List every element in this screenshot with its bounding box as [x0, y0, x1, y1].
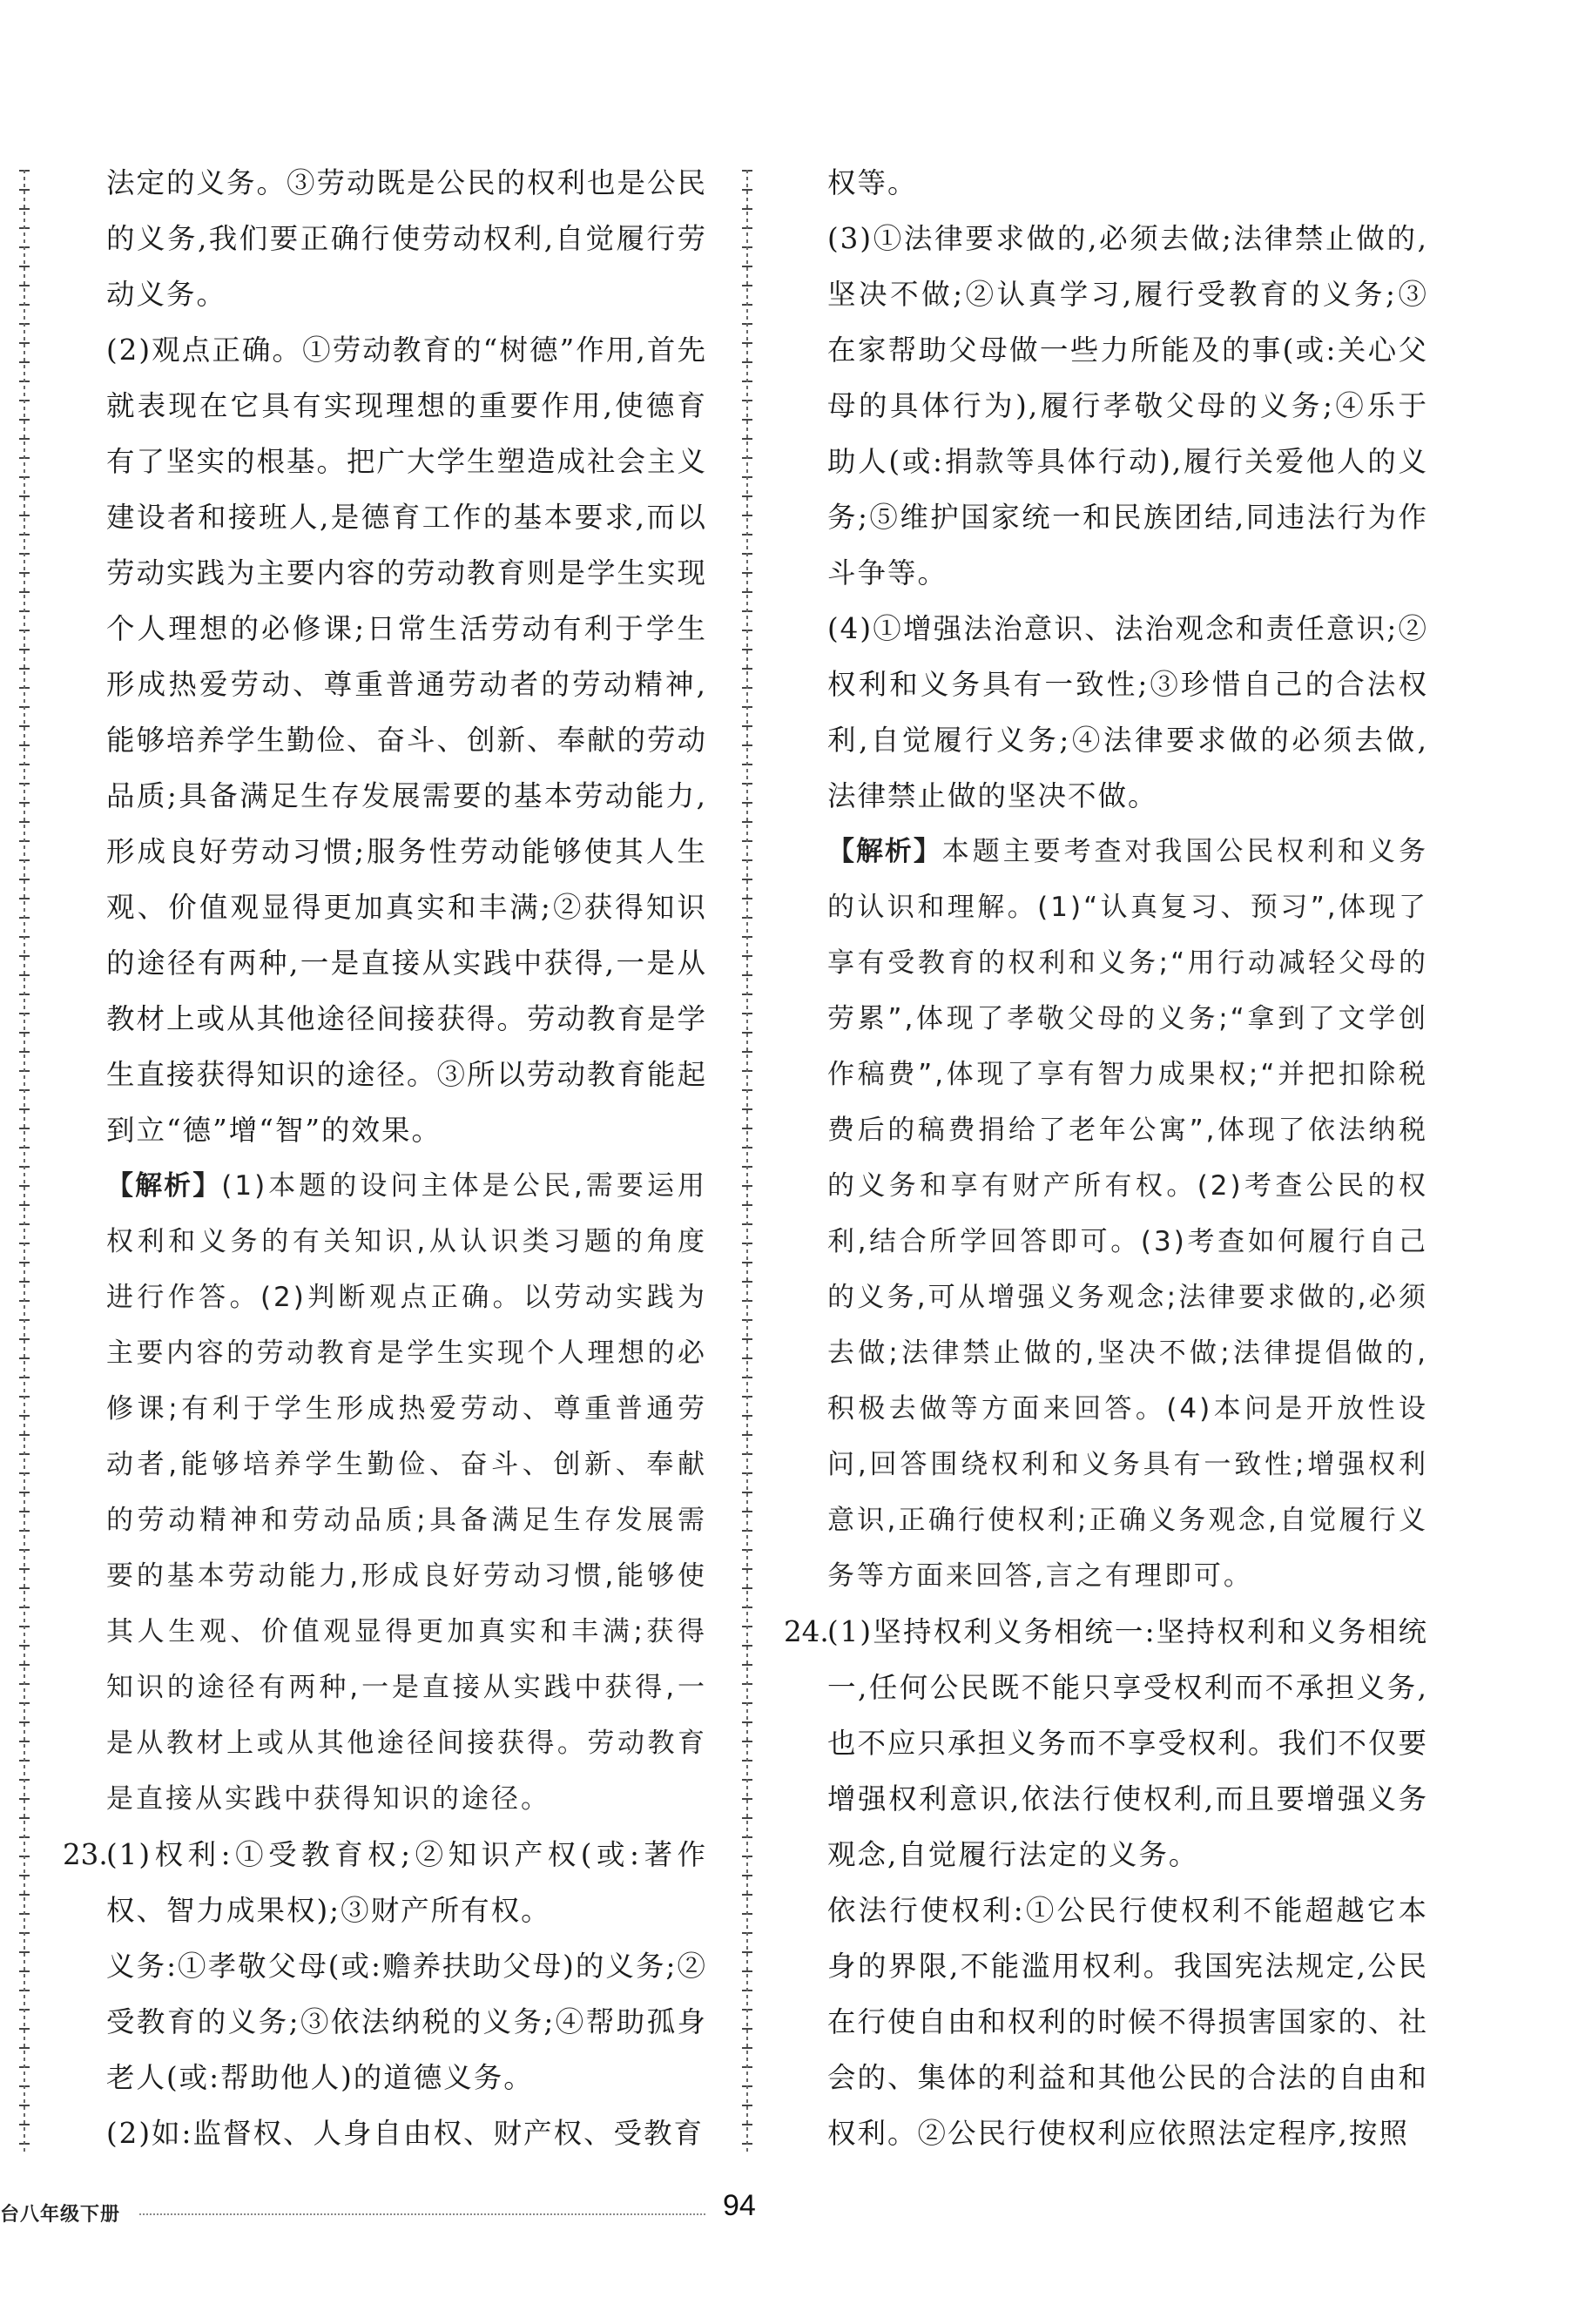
column-divider — [742, 170, 752, 2155]
left-paragraph-last — [106, 2105, 707, 2161]
right-paragraph-2-text: (3)①法律要求做的,必须去做;法律禁止做的,坚决不做;②认真学习,履行受教育的义务;③在家帮助父母做一些力所能及的事(或:关心父母的具体行为),履行孝敬父母的义务;④乐于助人(或:捐款等具体行动),履行关爱他人的义务;⑤维护国家统一和民族团结,同违法行为作斗争等。 — [827, 222, 1428, 589]
right-last-text: 依法行使权利:①公民行使权利不能超越它本身的界限,不能滥用权利。我国宪法规定,公民在行使自由和权利的时候不得损害国家的、社会的、集体的利益和其他公民的合法的自由和权利。②公民行使权利应依照法定程序,按照 — [827, 1894, 1429, 2150]
page-footer — [0, 2189, 1585, 2245]
right-paragraph-1-text: 权等。 — [827, 166, 918, 199]
right-column — [784, 155, 1429, 2161]
left-analysis — [106, 1158, 707, 1827]
right-paragraph-1 — [827, 155, 1428, 211]
question-number-24: 24. — [784, 1615, 829, 1648]
question-23-text: (1)权利:①受教育权;②知识产权(或:著作权、智力成果权);③财产所有权。 — [106, 1838, 707, 1927]
left-paragraph-2 — [106, 322, 707, 1158]
right-paragraph-3 — [827, 601, 1428, 824]
right-paragraph-last — [827, 1883, 1428, 2161]
footer-dotted-line — [139, 2213, 705, 2215]
right-analysis — [827, 824, 1428, 1604]
right-paragraph-3-text: (4)①增强法治意识、法治观念和责任意识;②权利和义务具有一致性;③珍惜自己的合法权利,自觉履行义务;④法律要求做的必须去做,法律禁止做的坚决不做。 — [827, 612, 1428, 812]
question-23 — [63, 1827, 707, 1938]
question-number-23: 23. — [63, 1838, 108, 1871]
page-number: 94 — [723, 2189, 756, 2222]
analysis-tag: 【解析】 — [827, 836, 942, 867]
left-paragraph-1 — [106, 155, 707, 322]
left-last-text: (2)如:监督权、人身自由权、财产权、受教育 — [106, 2117, 704, 2150]
question-24 — [784, 1604, 1429, 1883]
analysis-tag: 【解析】 — [106, 1170, 222, 1202]
left-paragraph-duties — [106, 1938, 707, 2105]
right-analysis-text: 本题主要考查对我国公民权利和义务的认识和理解。(1)“认真复习、预习”,体现了享有受教育的权利和义务;“用行动减轻父母的劳累”,体现了孝敬父母的义务;“拿到了文学创作稿费”,体现了享有智力成果权;“并把扣除税费后的稿费捐给了老年公寓”,体现了依法纳税的义务和享有财产所有权。(2)考查公民的权利,结合所学回答即可。(3)考查如何履行自己的义务,可从增强义务观念;法律要求做的,必须去做;法律禁止做的,坚决不做;法律提倡做的,积极去做等方面来回答。(4)本问是开放性设问,回答围绕权利和义务具有一致性;增强权利意识,正确行使权利;正确义务观念,自觉履行义务等方面来回答,言之有理即可。 — [827, 836, 1429, 1592]
left-column — [63, 155, 708, 2161]
question-24-text: (1)坚持权利义务相统一:坚持权利和义务相统一,任何公民既不能只享受权利而不承担义务,也不应只承担义务而不享受权利。我们不仅要增强权利意识,依法行使权利,而且要增强义务观念,自觉履行法定的义务。 — [827, 1615, 1429, 1871]
binding-cut-line — [19, 170, 30, 2155]
right-paragraph-2 — [827, 211, 1428, 601]
book-label: 台八年级下册 — [0, 2204, 121, 2226]
left-analysis-text: (1)本题的设问主体是公民,需要运用权利和义务的有关知识,从认识类习题的角度进行作答。(2)判断观点正确。以劳动实践为主要内容的劳动教育是学生实现个人理想的必修课;有利于学生形成热爱劳动、尊重普通劳动者,能够培养学生勤俭、奋斗、创新、奉献的劳动精神和劳动品质;具备满足生存发展需要的基本劳动能力,形成良好劳动习惯,能够使其人生观、价值观显得更加真实和丰满;获得知识的途径有两种,一是直接从实践中获得,一是从教材上或从其他途径间接获得。劳动教育是直接从实践中获得知识的途径。 — [106, 1170, 708, 1815]
left-paragraph-2-text: (2)观点正确。①劳动教育的“树德”作用,首先就表现在它具有实现理想的重要作用,使德育有了坚实的根基。把广大学生塑造成社会主义建设者和接班人,是德育工作的基本要求,而以劳动实践为主要内容的劳动教育则是学生实现个人理想的必修课;日常生活劳动有利于学生形成热爱劳动、尊重普通劳动者的劳动精神,能够培养学生勤俭、奋斗、创新、奉献的劳动品质;具备满足生存发展需要的基本劳动能力,形成良好劳动习惯;服务性劳动能够使其人生观、价值观显得更加真实和丰满;②获得知识的途径有两种,一是直接从实践中获得,一是从教材上或从其他途径间接获得。劳动教育是学生直接获得知识的途径。③所以劳动教育能起到立“德”增“智”的效果。 — [106, 333, 708, 1147]
left-paragraph-1-text: 法定的义务。③劳动既是公民的权利也是公民的义务,我们要正确行使劳动权利,自觉履行劳动义务。 — [106, 166, 708, 311]
left-duties-text: 义务:①孝敬父母(或:赡养扶助父母)的义务;②受教育的义务;③依法纳税的义务;④帮助孤身老人(或:帮助他人)的道德义务。 — [106, 1950, 707, 2094]
